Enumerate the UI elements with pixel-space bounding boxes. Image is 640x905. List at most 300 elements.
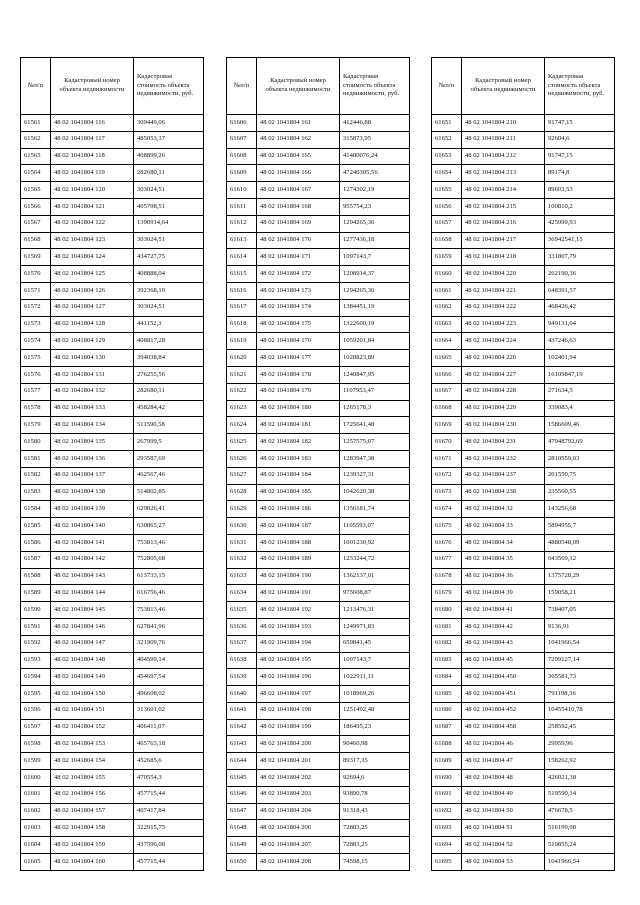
cadastral-number-cell: 48 02 1041804 206 (257, 820, 340, 837)
row-number-cell: 61672 (432, 467, 462, 484)
table-row (21, 484, 204, 501)
table-row (432, 467, 615, 484)
table-row (432, 736, 615, 753)
row-number-cell: 61593 (21, 652, 51, 669)
table-row (432, 786, 615, 803)
cadastral-value-cell: 462567,46 (134, 467, 204, 484)
table-row (227, 434, 410, 451)
cadastral-value-cell: 468426,42 (545, 299, 615, 316)
cadastral-value-cell: 92694,6 (340, 770, 410, 787)
row-number-cell: 61589 (21, 585, 51, 602)
cadastral-value-cell: 267999,5 (134, 434, 204, 451)
table-row (227, 786, 410, 803)
table-row (432, 635, 615, 652)
row-number-cell: 61591 (21, 618, 51, 635)
cadastral-number-cell: 48 02 1041804 171 (257, 249, 340, 266)
table-row (432, 618, 615, 635)
cadastral-value-cell: 2810559,03 (545, 450, 615, 467)
table-row (227, 669, 410, 686)
row-number-cell: 61671 (432, 450, 462, 467)
cadastral-value-cell: 1277436,18 (340, 232, 410, 249)
cadastral-number-cell: 48 02 1041804 167 (257, 182, 340, 199)
row-number-cell: 61578 (21, 400, 51, 417)
cadastral-value-cell: 519590,14 (545, 786, 615, 803)
cadastral-value-cell: 648391,57 (545, 282, 615, 299)
cadastral-value-cell: 1283947,38 (340, 450, 410, 467)
table-row (227, 299, 410, 316)
table-row (432, 282, 615, 299)
cadastral-value-cell: 404599,14 (134, 652, 204, 669)
table-row (432, 232, 615, 249)
cadastral-number-cell: 48 02 1041804 186 (257, 501, 340, 518)
cadastral-number-cell: 48 02 1041804 184 (257, 467, 340, 484)
row-number-cell: 61566 (21, 198, 51, 215)
table-row (21, 366, 204, 383)
row-number-cell: 61688 (432, 736, 462, 753)
cadastral-table-3 (431, 57, 615, 871)
cadastral-value-cell: 406411,07 (134, 719, 204, 736)
row-number-cell: 61605 (21, 854, 51, 871)
table-row (432, 266, 615, 283)
table-row (227, 232, 410, 249)
cadastral-number-cell: 48 02 1041804 145 (51, 602, 134, 619)
table-row (432, 719, 615, 736)
table-row (432, 350, 615, 367)
table-row (21, 753, 204, 770)
cadastral-number-cell: 48 02 1041804 220 (462, 266, 545, 283)
row-number-cell: 61644 (227, 753, 257, 770)
row-number-cell: 61690 (432, 770, 462, 787)
cadastral-number-cell: 48 02 1041804 183 (257, 450, 340, 467)
table-row (227, 568, 410, 585)
cadastral-number-cell: 48 02 1041804 129 (51, 333, 134, 350)
row-number-cell: 61606 (227, 115, 257, 132)
cadastral-number-cell: 48 02 1041804 128 (51, 316, 134, 333)
cadastral-number-cell: 48 02 1041804 180 (257, 400, 340, 417)
row-number-cell: 61597 (21, 719, 51, 736)
cadastral-value-cell: 93890,78 (340, 786, 410, 803)
row-number-cell: 61565 (21, 182, 51, 199)
table-row (227, 770, 410, 787)
cadastral-value-cell: 955754,23 (340, 198, 410, 215)
cadastral-number-cell: 48 02 1041804 141 (51, 534, 134, 551)
cadastral-table-1 (20, 57, 204, 871)
cadastral-value-cell: 89317,35 (340, 753, 410, 770)
cadastral-number-cell: 48 02 1041804 33 (462, 518, 545, 535)
table-row (21, 450, 204, 467)
table-row (432, 383, 615, 400)
cadastral-value-cell: 309449,06 (134, 115, 204, 132)
row-number-cell: 61667 (432, 383, 462, 400)
cadastral-number-header: Кадастровый номер объекта недвижимости (51, 58, 134, 115)
row-number-cell: 61693 (432, 820, 462, 837)
cadastral-value-cell: 1257575,07 (340, 434, 410, 451)
table-row (227, 803, 410, 820)
cadastral-value-cell: 408899,26 (134, 148, 204, 165)
row-number-cell: 61592 (21, 635, 51, 652)
cadastral-value-cell: 29959,96 (545, 736, 615, 753)
cadastral-number-cell: 48 02 1041804 152 (51, 719, 134, 736)
cadastral-value-cell: 159058,21 (545, 585, 615, 602)
table-row (432, 115, 615, 132)
table-row (21, 249, 204, 266)
cadastral-value-cell: 1240847,95 (340, 366, 410, 383)
cadastral-value-cell: 791198,36 (545, 686, 615, 703)
cadastral-value-cell: 496608,02 (134, 686, 204, 703)
row-number-cell: 61570 (21, 266, 51, 283)
table-row (432, 450, 615, 467)
cadastral-number-cell: 48 02 1041804 212 (462, 148, 545, 165)
cadastral-value-cell: 262190,36 (545, 266, 615, 283)
table-row (21, 182, 204, 199)
table-row (432, 316, 615, 333)
cadastral-number-cell: 48 02 1041804 123 (51, 232, 134, 249)
table-row (432, 484, 615, 501)
cadastral-number-cell: 48 02 1041804 42 (462, 618, 545, 635)
cadastral-number-cell: 48 02 1041804 133 (51, 400, 134, 417)
cadastral-value-cell: 10455410,78 (545, 702, 615, 719)
cadastral-number-cell: 48 02 1041804 43 (462, 635, 545, 652)
row-number-cell: 61683 (432, 652, 462, 669)
cadastral-number-cell: 48 02 1041804 170 (257, 232, 340, 249)
table-row (21, 131, 204, 148)
row-number-cell: 61618 (227, 316, 257, 333)
cadastral-value-cell: 89603,53 (545, 182, 615, 199)
row-number-cell: 61670 (432, 434, 462, 451)
cadastral-value-cell: 47948792,69 (545, 434, 615, 451)
table-row (21, 585, 204, 602)
cadastral-number-cell: 48 02 1041804 228 (462, 383, 545, 400)
cadastral-number-cell: 48 02 1041804 53 (462, 854, 545, 871)
row-number-cell: 61663 (432, 316, 462, 333)
cadastral-value-cell: 303024,51 (134, 182, 204, 199)
cadastral-number-cell: 48 02 1041804 48 (462, 770, 545, 787)
cadastral-number-cell: 48 02 1041804 160 (51, 854, 134, 871)
cadastral-value-cell: 659841,45 (340, 635, 410, 652)
table-row (227, 686, 410, 703)
cadastral-value-cell: 158262,92 (545, 753, 615, 770)
table-row (21, 618, 204, 635)
cadastral-number-cell: 48 02 1041804 130 (51, 350, 134, 367)
cadastral-number-cell: 48 02 1041804 177 (257, 350, 340, 367)
cadastral-value-cell: 752805,68 (134, 551, 204, 568)
cadastral-number-cell: 48 02 1041804 190 (257, 568, 340, 585)
row-number-cell: 61600 (21, 770, 51, 787)
table-row (21, 383, 204, 400)
cadastral-value-cell: 365581,73 (545, 669, 615, 686)
cadastral-value-cell: 465763,18 (134, 736, 204, 753)
table-header-row (21, 58, 204, 115)
table-row (21, 686, 204, 703)
cadastral-number-cell: 48 02 1041804 41 (462, 602, 545, 619)
row-number-cell: 61677 (432, 551, 462, 568)
row-number-cell: 61599 (21, 753, 51, 770)
cadastral-value-cell: 458284,42 (134, 400, 204, 417)
table-row (21, 417, 204, 434)
row-number-cell: 61659 (432, 249, 462, 266)
table-row (227, 249, 410, 266)
cadastral-number-cell: 48 02 1041804 144 (51, 585, 134, 602)
cadastral-number-cell: 48 02 1041804 197 (257, 686, 340, 703)
cadastral-value-cell: 1233244,72 (340, 551, 410, 568)
table-row (432, 182, 615, 199)
table-row (432, 770, 615, 787)
row-number-cell: 61601 (21, 786, 51, 803)
cadastral-number-cell: 48 02 1041804 139 (51, 501, 134, 518)
row-number-cell: 61623 (227, 400, 257, 417)
cadastral-value-cell: 102401,94 (545, 350, 615, 367)
table-row (227, 316, 410, 333)
table-row (21, 434, 204, 451)
table-header-row (432, 58, 615, 115)
cadastral-value-cell: 271634,5 (545, 383, 615, 400)
row-number-cell: 61629 (227, 501, 257, 518)
cadastral-number-cell: 48 02 1041804 200 (257, 736, 340, 753)
cadastral-number-cell: 48 02 1041804 217 (462, 232, 545, 249)
table-row (227, 450, 410, 467)
cadastral-number-cell: 48 02 1041804 166 (257, 165, 340, 182)
cadastral-value-cell: 630865,27 (134, 518, 204, 535)
cadastral-number-cell: 48 02 1041804 127 (51, 299, 134, 316)
cadastral-value-cell: 293587,69 (134, 450, 204, 467)
row-number-cell: 61650 (227, 854, 257, 871)
cadastral-number-cell: 48 02 1041804 122 (51, 215, 134, 232)
table-row (21, 333, 204, 350)
cadastral-value-cell: 1294265,36 (340, 215, 410, 232)
cadastral-value-cell: 643569,12 (545, 551, 615, 568)
cadastral-value-cell: 485053,37 (134, 131, 204, 148)
row-number-cell: 61621 (227, 366, 257, 383)
cadastral-value-cell: 41480076,24 (340, 148, 410, 165)
cadastral-number-cell: 48 02 1041804 35 (462, 551, 545, 568)
table-row (227, 215, 410, 232)
cadastral-value-cell: 437596,08 (134, 837, 204, 854)
row-number-cell: 61662 (432, 299, 462, 316)
row-number-cell: 61580 (21, 434, 51, 451)
cadastral-number-cell: 48 02 1041804 199 (257, 719, 340, 736)
cadastral-number-cell: 48 02 1041804 49 (462, 786, 545, 803)
cadastral-value-cell: 303024,51 (134, 299, 204, 316)
row-number-cell: 61685 (432, 686, 462, 703)
cadastral-number-cell: 48 02 1041804 175 (257, 316, 340, 333)
table-row (227, 719, 410, 736)
cadastral-number-cell: 48 02 1041804 132 (51, 383, 134, 400)
row-number-cell: 61651 (432, 115, 462, 132)
cadastral-value-cell: 1041966,54 (545, 635, 615, 652)
cadastral-number-cell: 48 02 1041804 162 (257, 131, 340, 148)
table-row (21, 282, 204, 299)
cadastral-number-cell: 48 02 1041804 155 (51, 770, 134, 787)
cadastral-value-cell: 408888,04 (134, 266, 204, 283)
row-number-cell: 61658 (432, 232, 462, 249)
cadastral-value-cell: 457715,44 (134, 786, 204, 803)
cadastral-value-cell: 454697,54 (134, 669, 204, 686)
table-row (227, 602, 410, 619)
table-row (21, 518, 204, 535)
table-row (432, 131, 615, 148)
table-row (227, 400, 410, 417)
table-row (227, 534, 410, 551)
table-row (227, 753, 410, 770)
table-row (432, 417, 615, 434)
cadastral-number-cell: 48 02 1041804 194 (257, 635, 340, 652)
cadastral-number-cell: 48 02 1041804 149 (51, 669, 134, 686)
row-number-cell: 61596 (21, 702, 51, 719)
cadastral-number-cell: 48 02 1041804 229 (462, 400, 545, 417)
row-number-cell: 61666 (432, 366, 462, 383)
cadastral-number-cell: 48 02 1041804 189 (257, 551, 340, 568)
cadastral-value-cell: 1042620,38 (340, 484, 410, 501)
row-number-cell: 61665 (432, 350, 462, 367)
cadastral-number-cell: 48 02 1041804 153 (51, 736, 134, 753)
cadastral-number-cell: 48 02 1041804 158 (51, 820, 134, 837)
cadastral-value-cell: 1097143,7 (340, 652, 410, 669)
cadastral-value-cell: 1384451,19 (340, 299, 410, 316)
row-number-cell: 61640 (227, 686, 257, 703)
table-row (227, 198, 410, 215)
table-row (227, 585, 410, 602)
table-row (21, 115, 204, 132)
row-number-cell: 61620 (227, 350, 257, 367)
cadastral-value-cell: 89174,8 (545, 165, 615, 182)
cadastral-number-cell: 48 02 1041804 226 (462, 350, 545, 367)
table-row (21, 635, 204, 652)
cadastral-value-cell: 92604,6 (545, 131, 615, 148)
cadastral-number-cell: 48 02 1041804 172 (257, 266, 340, 283)
cadastral-number-cell: 48 02 1041804 120 (51, 182, 134, 199)
cadastral-number-cell: 48 02 1041804 182 (257, 434, 340, 451)
cadastral-number-cell: 48 02 1041804 173 (257, 282, 340, 299)
cadastral-value-cell: 16109847,19 (545, 366, 615, 383)
cadastral-value-cell: 258592,45 (545, 719, 615, 736)
table-row (432, 669, 615, 686)
cadastral-value-cell: 407417,84 (134, 803, 204, 820)
cadastral-number-cell: 48 02 1041804 227 (462, 366, 545, 383)
row-number-cell: 61609 (227, 165, 257, 182)
row-number-cell: 61568 (21, 232, 51, 249)
cadastral-number-cell: 48 02 1041804 36 (462, 568, 545, 585)
cadastral-number-cell: 48 02 1041804 458 (462, 719, 545, 736)
table-row (227, 518, 410, 535)
cadastral-value-cell: 36942541,15 (545, 232, 615, 249)
cadastral-value-cell: 1239327,31 (340, 467, 410, 484)
cadastral-number-header: Кадастровый номер объекта недвижимости (462, 58, 545, 115)
row-number-cell: 61664 (432, 333, 462, 350)
cadastral-number-cell: 48 02 1041804 168 (257, 198, 340, 215)
row-number-cell: 61687 (432, 719, 462, 736)
cadastral-number-cell: 48 02 1041804 125 (51, 266, 134, 283)
cadastral-value-cell: 441152,3 (134, 316, 204, 333)
cadastral-value-cell: 322915,75 (134, 820, 204, 837)
cadastral-value-cell: 1208914,37 (340, 266, 410, 283)
cadastral-value-cell: 470554,3 (134, 770, 204, 787)
table-row (432, 333, 615, 350)
cadastral-number-cell: 48 02 1041804 216 (462, 215, 545, 232)
row-number-cell: 61604 (21, 837, 51, 854)
cadastral-number-cell: 48 02 1041804 119 (51, 165, 134, 182)
table-row (432, 249, 615, 266)
row-number-cell: 61614 (227, 249, 257, 266)
table-row (21, 551, 204, 568)
cadastral-number-cell: 48 02 1041804 218 (462, 249, 545, 266)
cadastral-value-cell: 74598,15 (340, 854, 410, 871)
row-number-cell: 61669 (432, 417, 462, 434)
row-number-cell: 61630 (227, 518, 257, 535)
row-number-cell: 61610 (227, 182, 257, 199)
table-row (432, 518, 615, 535)
number-header: №п/п (21, 58, 51, 115)
row-number-cell: 61673 (432, 484, 462, 501)
cadastral-value-cell: 511590,58 (134, 417, 204, 434)
cadastral-number-cell: 48 02 1041804 192 (257, 602, 340, 619)
cadastral-value-cell: 47240305,56 (340, 165, 410, 182)
cadastral-number-cell: 48 02 1041804 223 (462, 316, 545, 333)
row-number-cell: 61684 (432, 669, 462, 686)
row-number-cell: 61571 (21, 282, 51, 299)
cadastral-number-cell: 48 02 1041804 215 (462, 198, 545, 215)
cadastral-value-cell: 1356181,74 (340, 501, 410, 518)
cadastral-value-cell: 143256,68 (545, 501, 615, 518)
cadastral-value-cell: 321909,76 (134, 635, 204, 652)
table-row (432, 686, 615, 703)
row-number-cell: 61611 (227, 198, 257, 215)
cadastral-value-cell: 738407,05 (545, 602, 615, 619)
row-number-cell: 61634 (227, 585, 257, 602)
table-row (432, 820, 615, 837)
table-row (21, 316, 204, 333)
cadastral-number-cell: 48 02 1041804 213 (462, 165, 545, 182)
table-row (21, 837, 204, 854)
row-number-cell: 61579 (21, 417, 51, 434)
table-row (21, 702, 204, 719)
cadastral-number-cell: 48 02 1041804 46 (462, 736, 545, 753)
row-number-cell: 61584 (21, 501, 51, 518)
cadastral-value-cell: 1294265,36 (340, 282, 410, 299)
cadastral-value-cell: 1001230,92 (340, 534, 410, 551)
cadastral-number-cell: 48 02 1041804 224 (462, 333, 545, 350)
table-row (21, 215, 204, 232)
row-number-cell: 61622 (227, 383, 257, 400)
cadastral-number-cell: 48 02 1041804 137 (51, 467, 134, 484)
cadastral-number-cell: 48 02 1041804 179 (257, 383, 340, 400)
row-number-cell: 61581 (21, 450, 51, 467)
row-number-cell: 61638 (227, 652, 257, 669)
table-row (432, 702, 615, 719)
cadastral-number-cell: 48 02 1041804 204 (257, 803, 340, 820)
cadastral-value-cell: 1375728,29 (545, 568, 615, 585)
row-number-cell: 61626 (227, 450, 257, 467)
cadastral-number-cell: 48 02 1041804 39 (462, 585, 545, 602)
cadastral-number-cell: 48 02 1041804 138 (51, 484, 134, 501)
table-row (21, 534, 204, 551)
table-row (227, 854, 410, 871)
row-number-cell: 61613 (227, 232, 257, 249)
cadastral-number-cell: 48 02 1041804 222 (462, 299, 545, 316)
cadastral-number-cell: 48 02 1041804 238 (462, 484, 545, 501)
table-row (21, 669, 204, 686)
cadastral-value-cell: 1097143,7 (340, 249, 410, 266)
table-row (432, 198, 615, 215)
cadastral-number-cell: 48 02 1041804 45 (462, 652, 545, 669)
cadastral-value-cell: 9136,91 (545, 618, 615, 635)
row-number-cell: 61573 (21, 316, 51, 333)
row-number-cell: 61562 (21, 131, 51, 148)
cadastral-number-cell: 48 02 1041804 450 (462, 669, 545, 686)
cadastral-number-cell: 48 02 1041804 210 (462, 115, 545, 132)
cadastral-value-cell: 91747,15 (545, 148, 615, 165)
row-number-cell: 61695 (432, 854, 462, 871)
row-number-cell: 61598 (21, 736, 51, 753)
